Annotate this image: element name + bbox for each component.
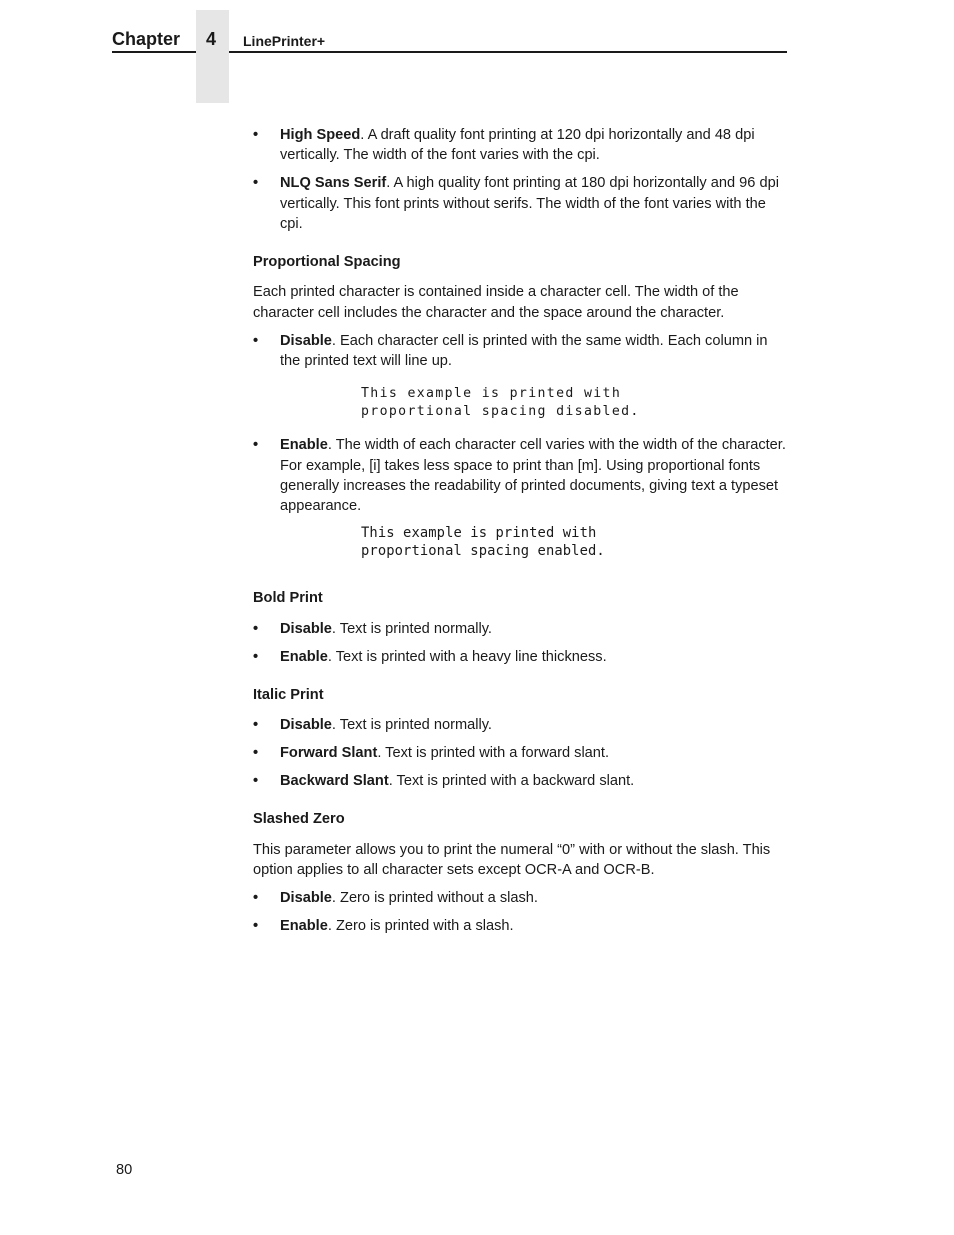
bullet-icon: • (253, 620, 259, 637)
chapter-number: 4 (206, 29, 217, 49)
print-sample-enabled (361, 524, 787, 560)
section-heading: Proportional Spacing (253, 254, 401, 271)
item-text: . Text is printed with a forward slant. (377, 745, 610, 762)
page-number: 80 (116, 1162, 133, 1178)
item-term: Backward Slant (280, 773, 389, 790)
list-item (253, 619, 787, 639)
main-content (253, 125, 787, 944)
list-item (253, 173, 787, 234)
item-term: Disable (280, 889, 332, 906)
section-title: LinePrinter+ (243, 33, 326, 49)
list-item (253, 916, 787, 936)
item-text: . The width of each character cell varies with the width of the character. For example, [i] takes less space to print than [m]. Using proportional fonts generally increases the readability of printed documents, giving text a typeset appearance. (280, 437, 786, 515)
item-text: . Zero is printed without a slash. (331, 889, 538, 906)
list-item (253, 715, 787, 735)
bullet-icon: • (253, 437, 259, 454)
item-term: Enable (280, 648, 328, 665)
item-term: Enable (280, 437, 328, 454)
sample-line: This example is printed with (361, 386, 622, 402)
header-rule-right (229, 51, 787, 53)
bullet-icon: • (253, 717, 259, 734)
list-item (253, 435, 787, 516)
bullet-icon: • (253, 773, 259, 790)
bullet-icon: • (253, 175, 259, 192)
item-term: High Speed (280, 127, 361, 143)
bullet-icon: • (253, 917, 259, 934)
list-item (253, 125, 787, 166)
item-text: . Text is printed normally. (331, 717, 492, 734)
bullet-icon: • (253, 127, 259, 143)
item-term: Disable (280, 332, 332, 349)
item-term: Enable (280, 917, 328, 934)
list-item (253, 888, 787, 908)
section-heading: Italic Print (253, 686, 324, 703)
list-item (253, 771, 787, 791)
chapter-tab (196, 10, 229, 103)
list-item (253, 743, 787, 763)
item-text: . Text is printed with a heavy line thickness. (327, 648, 607, 665)
bullet-icon: • (253, 889, 259, 906)
sample-line: This example is printed with (361, 525, 597, 542)
item-text: . Text is printed with a backward slant. (388, 773, 635, 790)
item-text: . Zero is printed with a slash. (327, 917, 514, 934)
item-term: Forward Slant (280, 745, 378, 762)
bullet-icon: • (253, 648, 259, 665)
paragraph: Each printed character is contained inside a character cell. The width of the character cell includes the character and the space around the character. (253, 284, 739, 321)
list-item (253, 331, 787, 372)
bullet-icon: • (253, 332, 259, 349)
item-text: . Text is printed normally. (331, 620, 492, 637)
item-term: NLQ Sans Serif (280, 175, 387, 192)
item-text: . Each character cell is printed with the same width. Each column in the printed text will line up. (280, 332, 768, 370)
header-rule-left (112, 51, 196, 53)
item-term: Disable (280, 620, 332, 637)
section-heading: Bold Print (253, 590, 323, 607)
sample-line: proportional spacing enabled. (361, 543, 605, 560)
sample-line: proportional spacing disabled. (361, 404, 640, 420)
print-sample-disabled (361, 385, 787, 421)
bullet-icon: • (253, 745, 259, 762)
list-item (253, 647, 787, 667)
item-text: . A draft quality font printing at 120 dpi horizontally and 48 dpi vertically. The width of the font varies with the cpi. (280, 127, 755, 164)
paragraph: This parameter allows you to print the numeral “0” with or without the slash. This option applies to all character sets except OCR-A and OCR-B. (253, 841, 771, 878)
chapter-label: Chapter (112, 29, 181, 49)
item-term: Disable (280, 717, 332, 734)
section-heading: Slashed Zero (253, 811, 345, 828)
item-text: . A high quality font printing at 180 dpi horizontally and 96 dpi vertically. This font prints without serifs. The width of the font varies with the cpi. (280, 175, 779, 232)
